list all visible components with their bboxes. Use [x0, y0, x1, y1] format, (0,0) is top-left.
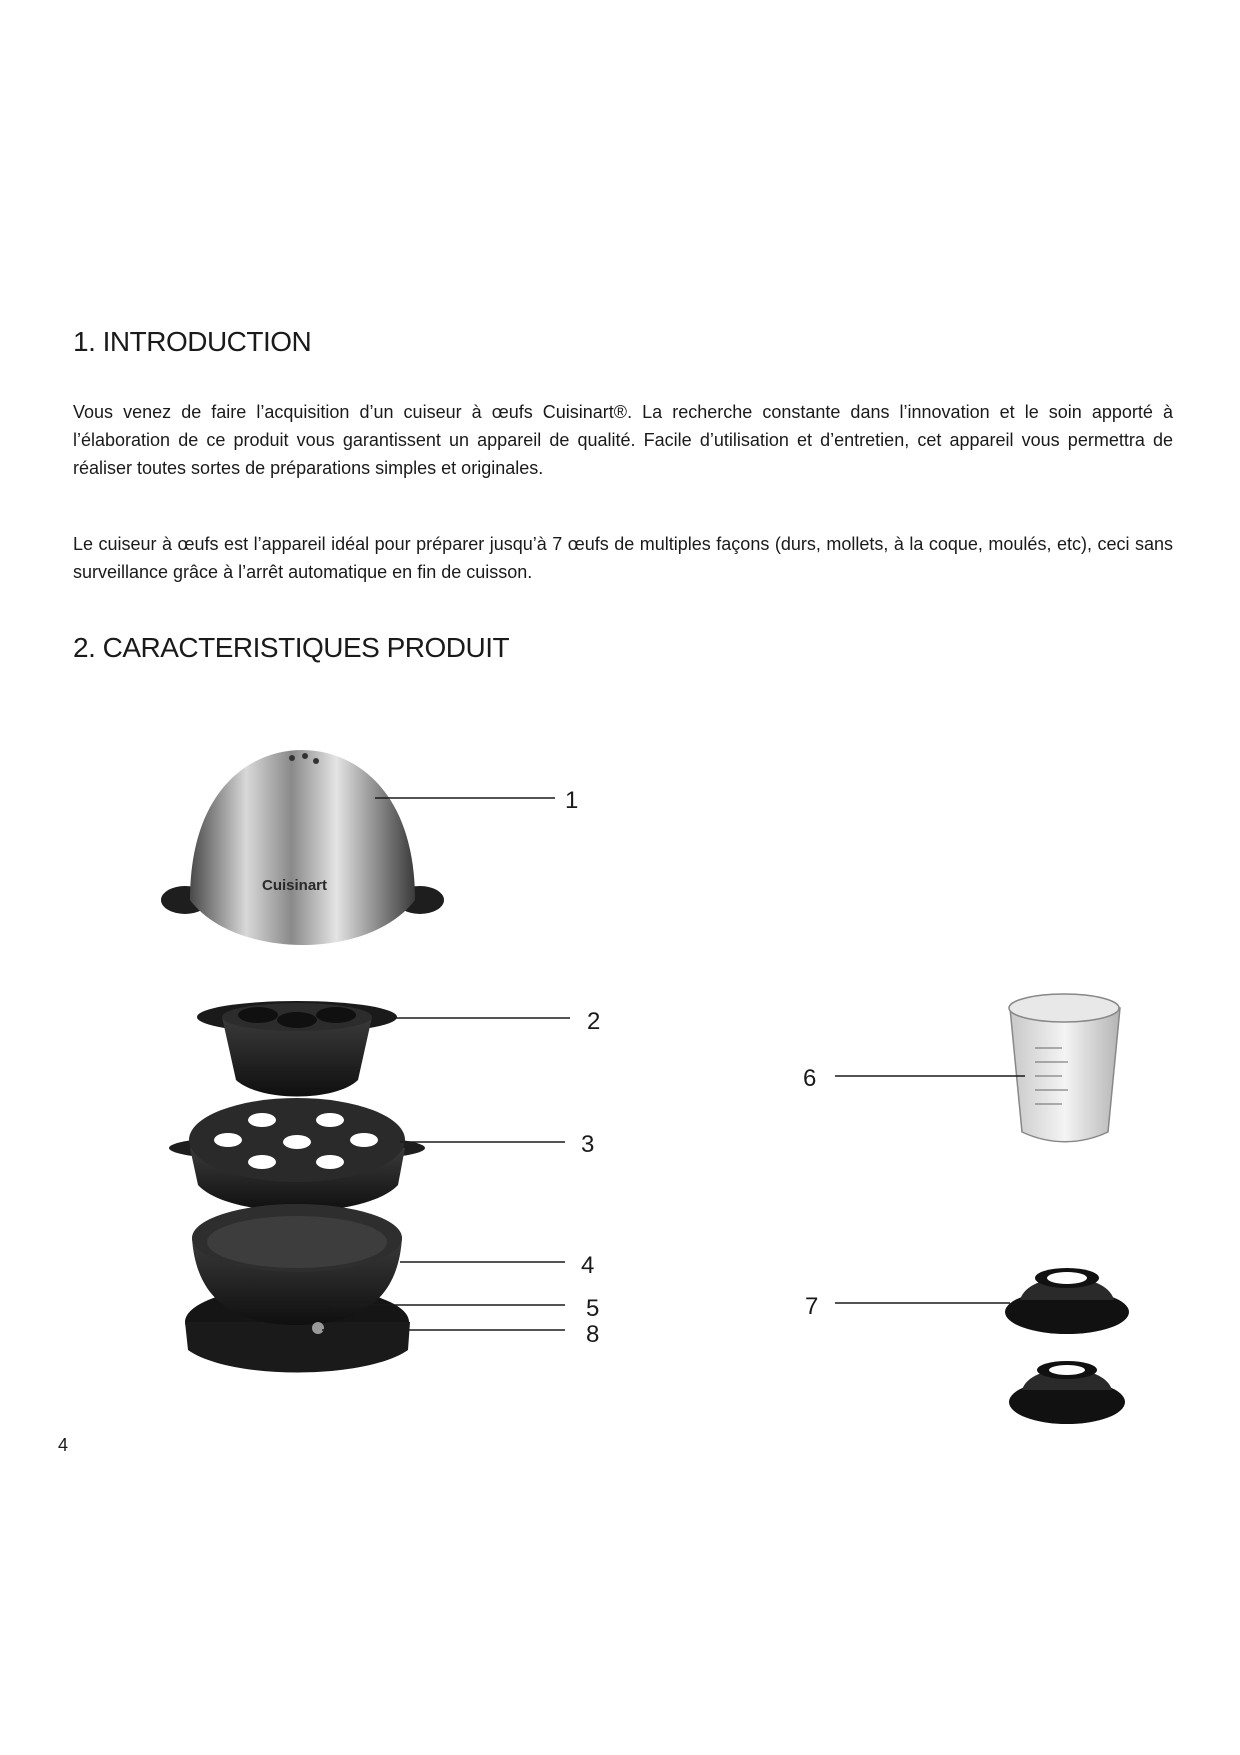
- callout-2: 2: [587, 1008, 601, 1035]
- base-illustration: [185, 1204, 410, 1373]
- callout-6: 6: [803, 1065, 817, 1092]
- intro-paragraph-1: Vous venez de faire l’acquisition d’un cuiseur à œufs Cuisinart®. La recherche constante dans l’innovation et le soin apporté à l’élaboration de ce produit vous garantissent un appareil de qualité. Facile d’utilisation et d’entretien, cet appareil vous permettra de réaliser toutes sortes de préparations simples et originales.: [73, 402, 1173, 478]
- egg-holders-illustration: [1005, 1268, 1129, 1424]
- section-title-characteristics: 2. CARACTERISTIQUES PRODUIT: [73, 632, 510, 663]
- callout-4: 4: [581, 1252, 595, 1279]
- callout-7: 7: [805, 1293, 819, 1320]
- callout-3: 3: [581, 1131, 595, 1158]
- section-title-introduction: 1. INTRODUCTION: [73, 326, 312, 357]
- egg-rack-illustration: [169, 1098, 425, 1211]
- callout-5: 5: [586, 1295, 600, 1322]
- callout-8: 8: [586, 1321, 600, 1348]
- cup-tray-illustration: [197, 1001, 397, 1097]
- lid-illustration: [161, 750, 444, 945]
- callout-1: 1: [565, 787, 579, 814]
- page-number: 4: [58, 1435, 69, 1455]
- product-parts-figure: [0, 730, 1240, 1430]
- intro-paragraph-2: Le cuiseur à œufs est l’appareil idéal pour préparer jusqu’à 7 œufs de multiples façons (durs, mollets, à la coque, moulés, etc), ceci sans surveillance grâce à l’arrêt automatique en fin de cuisson.: [73, 534, 1173, 582]
- measuring-cup-illustration: [1009, 994, 1120, 1142]
- lid-brand-logo: Cuisinart: [262, 877, 328, 894]
